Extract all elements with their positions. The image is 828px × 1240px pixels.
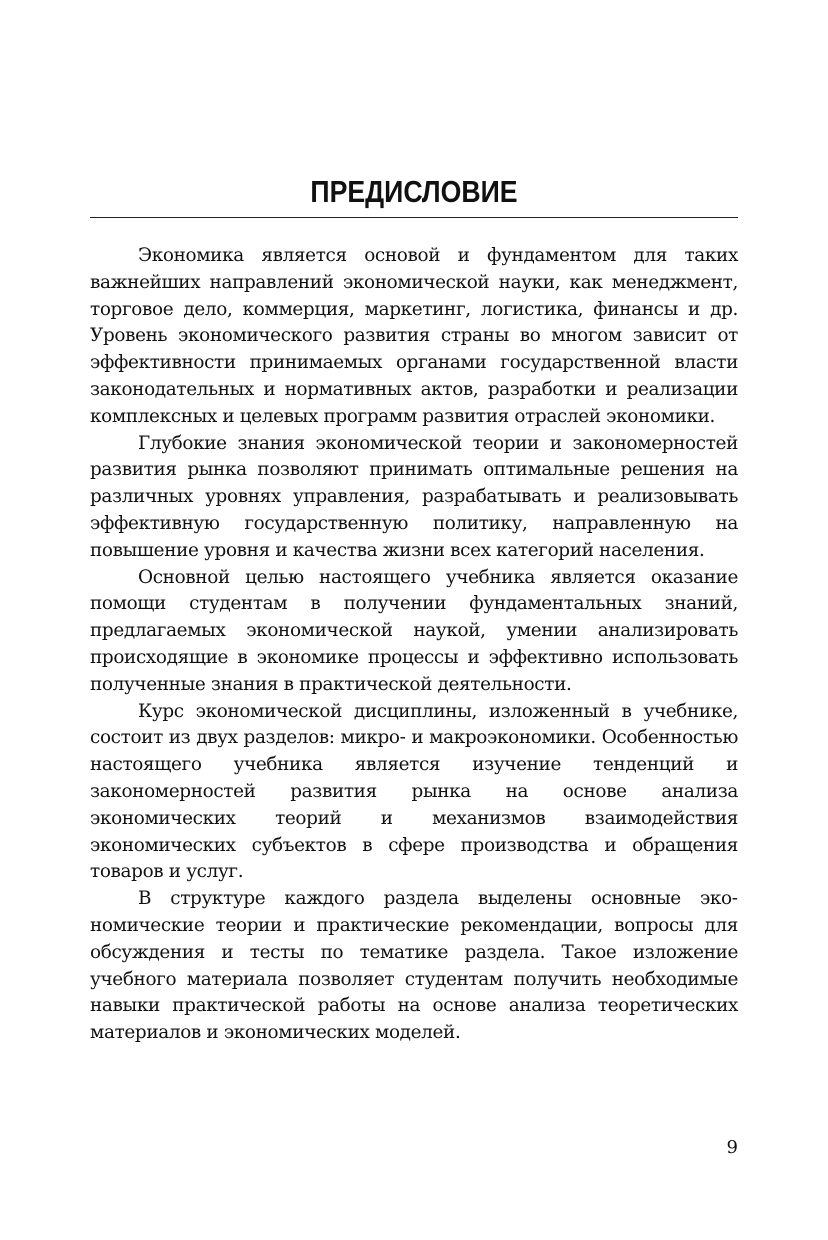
paragraph-3: Основной целью настоящего учебника является оказание помощи студентам в получении фундаментальных знаний, предлагаемых экономической наукой, умении анализировать происходящие в экономике процессы и эффективно использовать полученные знания в практической деятельности.: [90, 566, 738, 695]
page-number: 9: [726, 1137, 738, 1158]
paragraph-1: Экономика является основой и фундаментом для таких важнейших направлений экономической науки, как менеджмент, торговое дело, коммерция, маркетинг, логистика, финансы и др. Уровень экономического развития страны во многом зависит от эффективности принимаемых органами государственной власти законодательных и нормативных актов, разработки и реализации комплексных и целевых программ развития отраслей экономики.: [90, 245, 738, 427]
body-text: [90, 243, 738, 1047]
paragraph-2: Глубокие знания экономической теории и закономерностей развития рынка позволяют принимать оптимальные решения на различных уровнях управления, разрабатывать и реализовывать эффективную государственную политику, направленную на повышение уровня и качества жизни всех категорий населения.: [90, 432, 738, 561]
paragraph-5: В структуре каждого раздела выделены основные экономические теории и практические рекомендации, вопросы для обсуждения и тесты по тематике раздела. Такое изложение учебного материала позволяет студентам получить необходимые навыки практической работы на основе анализа теоретических материалов и экономических моделей.: [90, 888, 738, 1044]
paragraph-4: Курс экономической дисциплины, изложенный в учебнике, состоит из двух разделов: микро- и макроэкономики. Особенностью настоящего учебника является изучение тенденций и закономерностей развития рынка на основе анализа экономических теорий и механизмов взаимодействия экономических субъектов в сфере производства и обращения товаров и услуг.: [90, 700, 738, 883]
chapter-title: ПРЕДИСЛОВИЕ: [310, 174, 518, 209]
title-underline: [90, 217, 738, 218]
